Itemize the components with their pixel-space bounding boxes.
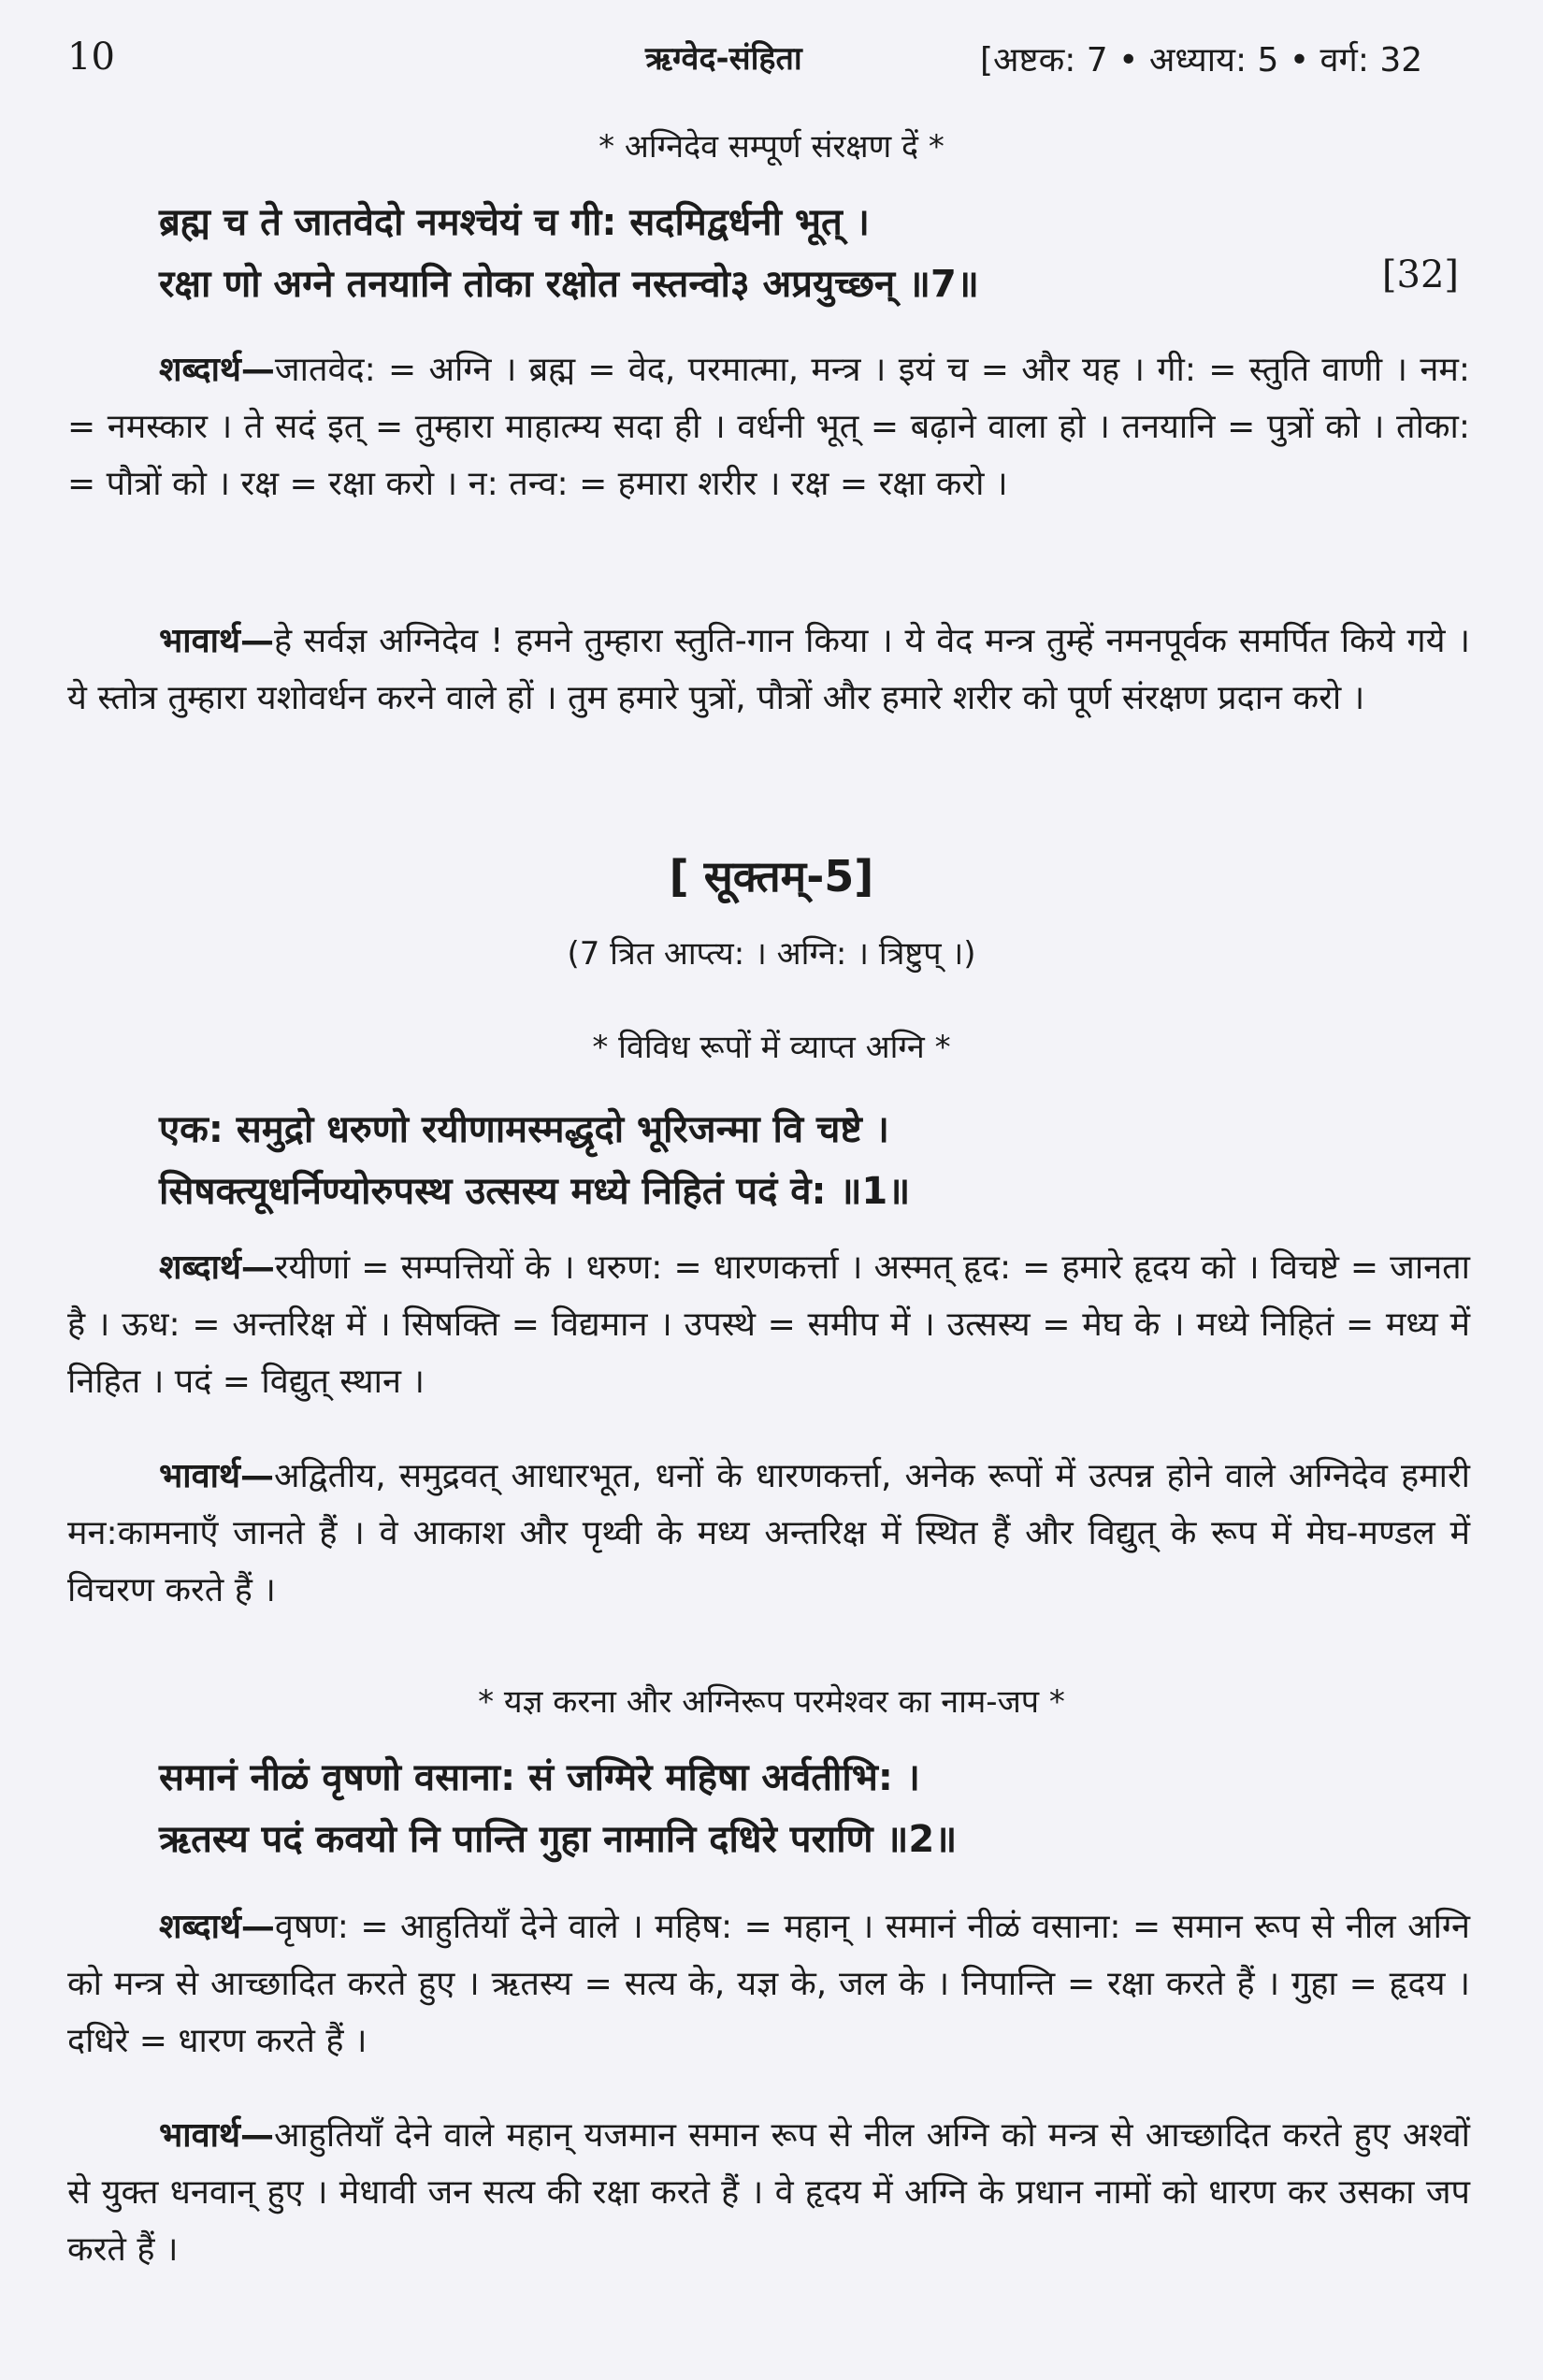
gist-paragraph-2	[67, 1448, 1470, 1619]
verse-line: सिषक्त्यूधर्निण्योरुपस्थ उत्सस्य मध्ये निहितं पदं वे: ॥1॥	[159, 1170, 911, 1213]
verse-line: ब्रह्म च ते जातवेदो नमश्चेयं च गी: सदमिद्वर्धनी भूत् ।	[159, 201, 870, 244]
word-meaning-paragraph-2	[67, 1239, 1470, 1410]
gist-label: भावार्थ—	[159, 2116, 274, 2155]
running-title: ऋग्वेद-संहिता	[645, 40, 802, 78]
word-meaning-label: शब्दार्थ—	[159, 1248, 275, 1287]
verse-line: समानं नीळं वृषणो वसाना: सं जग्मिरे महिषा अर्वतीभि: ।	[159, 1756, 920, 1799]
verse-line: रक्षा णो अग्ने तनयानि तोका रक्षोत नस्तन्वो३ अप्रयुच्छन् ॥7॥	[159, 263, 979, 306]
word-meaning-paragraph-3	[67, 1898, 1470, 2070]
word-meaning-label: शब्दार्थ—	[159, 351, 275, 389]
topic-heading-2: * विविध रूपों में व्याप्त अग्नि *	[592, 1029, 951, 1066]
gist-text: आहुतियाँ देने वाले महान् यजमान समान रूप से नील अग्नि को मन्त्र से आच्छादित करते हुए अश्वों से युक्त धनवान् हुए । मेधावी जन सत्य की रक्षा करते हैं । वे हृदय में अग्नि के प्रधान नामों को धारण कर उसका जप करते हैं ।	[67, 2116, 1470, 2269]
verse-line: एक: समुद्रो धरुणो रयीणामस्मद्धृदो भूरिजन्मा वि चष्टे ।	[159, 1108, 889, 1151]
verse-block-2	[159, 1099, 1468, 1222]
word-meaning-text: रयीणां = सम्पत्तियों के । धरुण: = धारणकर्त्ता । अस्मत् हृद: = हमारे हृदय को । विचष्टे = जानता है । ऊध: = अन्तरिक्ष में । सिषक्ति = विद्यमान । उपस्थे = समीप में । उत्सस्य = मेघ के । मध्ये निहितं = मध्य में निहित । पदं = विद्युत् स्थान ।	[67, 1248, 1470, 1401]
verse-block-3	[159, 1747, 1468, 1870]
verse-line: ऋतस्य पदं कवयो नि पान्ति गुहा नामानि दधिरे पराणि ॥2॥	[159, 1818, 958, 1861]
topic-heading-1: * अग्निदेव सम्पूर्ण संरक्षण दें *	[598, 128, 945, 166]
gist-label: भावार्थ—	[159, 1457, 274, 1495]
word-meaning-label: शब्दार्थ—	[159, 1908, 275, 1946]
verse-block-1	[159, 192, 1468, 315]
word-meaning-text: जातवेद: = अग्नि । ब्रह्म = वेद, परमात्मा, मन्त्र । इयं च = और यह । गी: = स्तुति वाणी । नम: = नमस्कार । ते सदं इत् = तुम्हारा माहात्म्य सदा ही । वर्धनी भूत् = बढ़ाने वाला हो । तनयानि = पुत्रों को । तोका: = पौत्रों को । रक्ष = रक्षा करो । न: तन्व: = हमारा शरीर । रक्ष = रक्षा करो ।	[67, 351, 1470, 503]
gist-paragraph-3	[67, 2107, 1470, 2278]
page-number: 10	[67, 36, 115, 79]
sukta-heading: [ सूक्तम्-5]	[669, 851, 874, 902]
topic-heading-3: * यज्ञ करना और अग्निरूप परमेश्वर का नाम-जप *	[478, 1683, 1065, 1721]
gist-label: भावार्थ—	[159, 622, 274, 660]
sukta-rishi-line: (7 त्रित आप्त्य: । अग्नि: । त्रिष्टुप् ।)	[567, 935, 976, 973]
gist-paragraph-1	[67, 613, 1470, 727]
gist-text: अद्वितीय, समुद्रवत् आधारभूत, धनों के धारणकर्त्ता, अनेक रूपों में उत्पन्न होने वाले अग्निदेव हमारी मन:कामनाएँ जानते हैं । वे आकाश और पृथ्वी के मध्य अन्तरिक्ष में स्थित हैं और विद्युत् के रूप में मेघ-मण्डल में विचरण करते हैं ।	[67, 1457, 1470, 1609]
gist-text: हे सर्वज्ञ अग्निदेव ! हमने तुम्हारा स्तुति-गान किया । ये वेद मन्त्र तुम्हें नमनपूर्वक समर्पित किये गये । ये स्तोत्र तुम्हारा यशोवर्धन करने वाले हों । तुम हमारे पुत्रों, पौत्रों और हमारे शरीर को पूर्ण संरक्षण प्रदान करो ।	[67, 622, 1470, 717]
running-header	[0, 36, 1543, 92]
word-meaning-paragraph-1	[67, 341, 1470, 512]
verse-group-number: [32]	[1381, 253, 1459, 296]
word-meaning-text: वृषण: = आहुतियाँ देने वाले । महिष: = महान् । समानं नीळं वसाना: = समान रूप से नील अग्नि को मन्त्र से आच्छादित करते हुए । ऋतस्य = सत्य के, यज्ञ के, जल के । निपान्ति = रक्षा करते हैं । गुहा = हृदय । दधिरे = धारण करते हैं ।	[67, 1908, 1470, 2060]
section-reference: [अष्टक: 7 • अध्याय: 5 • वर्ग: 32	[980, 41, 1423, 79]
